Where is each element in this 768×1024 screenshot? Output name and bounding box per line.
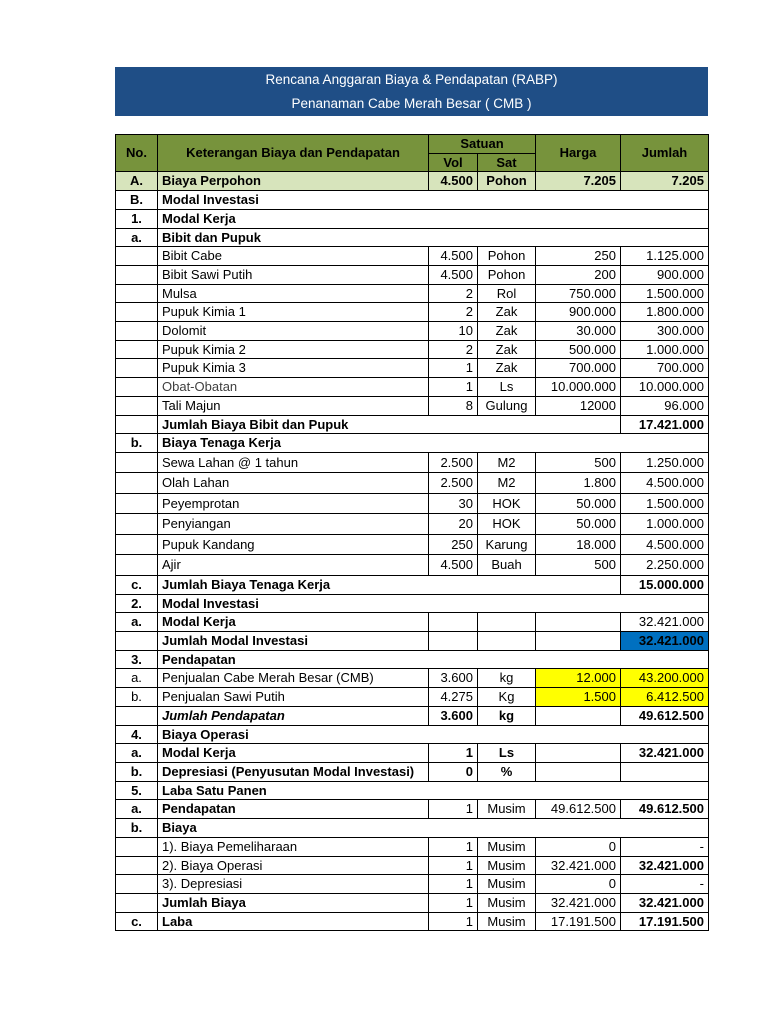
cell-no: b. bbox=[116, 819, 158, 838]
cell-sat: Zak bbox=[478, 303, 536, 322]
table-row bbox=[116, 534, 709, 555]
cell-vol: 1 bbox=[429, 359, 478, 378]
cell-keterangan: Pupuk Kimia 1 bbox=[158, 303, 429, 322]
cell-harga: 50.000 bbox=[536, 514, 621, 535]
header-harga: Harga bbox=[536, 135, 621, 172]
table-row bbox=[116, 613, 709, 632]
cell-no: a. bbox=[116, 228, 158, 247]
cell-jumlah: 32.421.000 bbox=[621, 893, 709, 912]
cell-no: 4. bbox=[116, 725, 158, 744]
cell-keterangan: Tali Majun bbox=[158, 396, 429, 415]
cell-vol: 8 bbox=[429, 396, 478, 415]
header-no: No. bbox=[116, 135, 158, 172]
cell-keterangan: Pendapatan bbox=[158, 650, 709, 669]
report-subtitle: Penanaman Cabe Merah Besar ( CMB ) bbox=[291, 96, 532, 111]
cell-keterangan: Biaya bbox=[158, 819, 709, 838]
cell-harga: 1.800 bbox=[536, 473, 621, 494]
cell-jumlah: 900.000 bbox=[621, 265, 709, 284]
cell-keterangan: Modal Investasi bbox=[158, 191, 709, 210]
header-keterangan: Keterangan Biaya dan Pendapatan bbox=[158, 135, 429, 172]
cell-no: a. bbox=[116, 744, 158, 763]
cell-harga: 0 bbox=[536, 875, 621, 894]
table-row bbox=[116, 284, 709, 303]
cell-harga: 1.500 bbox=[536, 688, 621, 707]
cell-no bbox=[116, 303, 158, 322]
header-sat: Sat bbox=[478, 153, 536, 172]
report-title: Rencana Anggaran Biaya & Pendapatan (RABP) bbox=[265, 72, 558, 87]
cell-no bbox=[116, 452, 158, 473]
cell-jumlah: 32.421.000 bbox=[621, 856, 709, 875]
cell-sat bbox=[478, 613, 536, 632]
cell-vol: 3.600 bbox=[429, 706, 478, 725]
table-row bbox=[116, 209, 709, 228]
cell-no bbox=[116, 534, 158, 555]
table-row bbox=[116, 340, 709, 359]
table-row bbox=[116, 247, 709, 266]
cell-sat: M2 bbox=[478, 452, 536, 473]
table-row bbox=[116, 575, 709, 594]
cell-sat: Zak bbox=[478, 340, 536, 359]
cell-sat: HOK bbox=[478, 493, 536, 514]
table-row bbox=[116, 359, 709, 378]
cell-keterangan: Ajir bbox=[158, 555, 429, 576]
cell-jumlah: 32.421.000 bbox=[621, 632, 709, 651]
cell-no bbox=[116, 284, 158, 303]
cell-vol: 4.275 bbox=[429, 688, 478, 707]
cell-keterangan: Biaya Operasi bbox=[158, 725, 709, 744]
cell-keterangan: Pupuk Kimia 3 bbox=[158, 359, 429, 378]
table-row bbox=[116, 632, 709, 651]
cell-sat: % bbox=[478, 762, 536, 781]
cell-sat: Musim bbox=[478, 800, 536, 819]
cell-sat: Zak bbox=[478, 322, 536, 341]
cell-sat: Rol bbox=[478, 284, 536, 303]
table-row bbox=[116, 378, 709, 397]
cell-vol bbox=[429, 632, 478, 651]
cell-harga: 30.000 bbox=[536, 322, 621, 341]
table-row bbox=[116, 744, 709, 763]
cell-jumlah: 300.000 bbox=[621, 322, 709, 341]
cell-keterangan: Laba bbox=[158, 912, 429, 931]
cell-harga: 18.000 bbox=[536, 534, 621, 555]
cell-harga: 200 bbox=[536, 265, 621, 284]
cell-keterangan: Jumlah Biaya Bibit dan Pupuk bbox=[158, 415, 621, 434]
cell-vol: 4.500 bbox=[429, 265, 478, 284]
table-row bbox=[116, 594, 709, 613]
cell-harga bbox=[536, 632, 621, 651]
cell-keterangan: Modal Kerja bbox=[158, 209, 709, 228]
cell-harga: 12.000 bbox=[536, 669, 621, 688]
cell-sat: Musim bbox=[478, 875, 536, 894]
cell-sat: Gulung bbox=[478, 396, 536, 415]
cell-jumlah: 43.200.000 bbox=[621, 669, 709, 688]
table-row bbox=[116, 856, 709, 875]
table-row bbox=[116, 555, 709, 576]
table-row bbox=[116, 228, 709, 247]
cell-sat: Pohon bbox=[478, 247, 536, 266]
cell-no bbox=[116, 875, 158, 894]
cell-jumlah: 7.205 bbox=[621, 172, 709, 191]
cell-vol: 1 bbox=[429, 875, 478, 894]
cell-jumlah: 6.412.500 bbox=[621, 688, 709, 707]
cell-jumlah: 10.000.000 bbox=[621, 378, 709, 397]
cell-keterangan: 1). Biaya Pemeliharaan bbox=[158, 837, 429, 856]
cell-keterangan: Jumlah Pendapatan bbox=[158, 706, 429, 725]
cell-vol: 2.500 bbox=[429, 452, 478, 473]
cell-keterangan: 2). Biaya Operasi bbox=[158, 856, 429, 875]
table-row bbox=[116, 415, 709, 434]
cell-vol: 2.500 bbox=[429, 473, 478, 494]
table-row bbox=[116, 706, 709, 725]
cell-no bbox=[116, 837, 158, 856]
cell-vol: 2 bbox=[429, 303, 478, 322]
cell-jumlah: 96.000 bbox=[621, 396, 709, 415]
cell-jumlah: 32.421.000 bbox=[621, 613, 709, 632]
cell-keterangan: Modal Investasi bbox=[158, 594, 709, 613]
cell-harga: 32.421.000 bbox=[536, 893, 621, 912]
cell-jumlah: 49.612.500 bbox=[621, 706, 709, 725]
cell-no bbox=[116, 322, 158, 341]
cell-keterangan: Bibit Sawi Putih bbox=[158, 265, 429, 284]
cell-vol bbox=[429, 613, 478, 632]
cell-no bbox=[116, 473, 158, 494]
cell-jumlah: 49.612.500 bbox=[621, 800, 709, 819]
cell-no bbox=[116, 555, 158, 576]
cell-jumlah: - bbox=[621, 837, 709, 856]
cell-no: c. bbox=[116, 912, 158, 931]
cell-no bbox=[116, 378, 158, 397]
cell-keterangan: Modal Kerja bbox=[158, 744, 429, 763]
cell-sat: Pohon bbox=[478, 265, 536, 284]
table-row bbox=[116, 493, 709, 514]
budget-table bbox=[115, 134, 709, 931]
cell-sat: Ls bbox=[478, 744, 536, 763]
cell-vol: 1 bbox=[429, 378, 478, 397]
cell-no: 5. bbox=[116, 781, 158, 800]
cell-no bbox=[116, 493, 158, 514]
cell-harga: 32.421.000 bbox=[536, 856, 621, 875]
cell-jumlah: 700.000 bbox=[621, 359, 709, 378]
cell-harga: 7.205 bbox=[536, 172, 621, 191]
cell-harga: 0 bbox=[536, 837, 621, 856]
cell-no: 2. bbox=[116, 594, 158, 613]
cell-no: 1. bbox=[116, 209, 158, 228]
table-row bbox=[116, 322, 709, 341]
cell-sat: kg bbox=[478, 669, 536, 688]
table-row bbox=[116, 303, 709, 322]
header-jumlah: Jumlah bbox=[621, 135, 709, 172]
table-row bbox=[116, 688, 709, 707]
cell-no bbox=[116, 632, 158, 651]
cell-keterangan: Biaya Tenaga Kerja bbox=[158, 434, 709, 453]
cell-jumlah bbox=[621, 762, 709, 781]
cell-no bbox=[116, 856, 158, 875]
cell-vol: 1 bbox=[429, 744, 478, 763]
cell-keterangan: Sewa Lahan @ 1 tahun bbox=[158, 452, 429, 473]
cell-vol: 4.500 bbox=[429, 555, 478, 576]
table-row bbox=[116, 434, 709, 453]
cell-keterangan: Penjualan Cabe Merah Besar (CMB) bbox=[158, 669, 429, 688]
cell-keterangan: Penjualan Sawi Putih bbox=[158, 688, 429, 707]
cell-vol: 2 bbox=[429, 340, 478, 359]
cell-no: a. bbox=[116, 669, 158, 688]
cell-vol: 4.500 bbox=[429, 172, 478, 191]
cell-sat: Musim bbox=[478, 912, 536, 931]
cell-keterangan: Bibit Cabe bbox=[158, 247, 429, 266]
cell-vol: 10 bbox=[429, 322, 478, 341]
cell-no: b. bbox=[116, 688, 158, 707]
cell-jumlah: 4.500.000 bbox=[621, 534, 709, 555]
table-row bbox=[116, 781, 709, 800]
cell-harga bbox=[536, 762, 621, 781]
cell-harga bbox=[536, 706, 621, 725]
cell-keterangan: Pupuk Kimia 2 bbox=[158, 340, 429, 359]
cell-harga: 49.612.500 bbox=[536, 800, 621, 819]
report-title-block bbox=[115, 67, 708, 116]
cell-no: a. bbox=[116, 800, 158, 819]
cell-no: a. bbox=[116, 613, 158, 632]
cell-no bbox=[116, 247, 158, 266]
cell-sat: Ls bbox=[478, 378, 536, 397]
cell-vol: 1 bbox=[429, 837, 478, 856]
table-row bbox=[116, 514, 709, 535]
cell-jumlah: 1.000.000 bbox=[621, 340, 709, 359]
cell-vol: 0 bbox=[429, 762, 478, 781]
cell-jumlah: 4.500.000 bbox=[621, 473, 709, 494]
cell-jumlah: 1.000.000 bbox=[621, 514, 709, 535]
table-row bbox=[116, 725, 709, 744]
cell-keterangan: Depresiasi (Penyusutan Modal Investasi) bbox=[158, 762, 429, 781]
cell-keterangan: Peyemprotan bbox=[158, 493, 429, 514]
table-row bbox=[116, 452, 709, 473]
table-row bbox=[116, 800, 709, 819]
cell-sat: M2 bbox=[478, 473, 536, 494]
cell-jumlah: 1.250.000 bbox=[621, 452, 709, 473]
table-row bbox=[116, 473, 709, 494]
cell-harga: 10.000.000 bbox=[536, 378, 621, 397]
cell-no bbox=[116, 396, 158, 415]
cell-sat bbox=[478, 632, 536, 651]
table-row bbox=[116, 819, 709, 838]
cell-no bbox=[116, 514, 158, 535]
cell-vol: 1 bbox=[429, 856, 478, 875]
cell-jumlah: 17.421.000 bbox=[621, 415, 709, 434]
cell-vol: 20 bbox=[429, 514, 478, 535]
cell-sat: Zak bbox=[478, 359, 536, 378]
cell-harga: 750.000 bbox=[536, 284, 621, 303]
cell-keterangan: Dolomit bbox=[158, 322, 429, 341]
table-row bbox=[116, 837, 709, 856]
cell-sat: Musim bbox=[478, 837, 536, 856]
cell-harga bbox=[536, 744, 621, 763]
cell-keterangan: Jumlah Modal Investasi bbox=[158, 632, 429, 651]
cell-jumlah: 1.500.000 bbox=[621, 284, 709, 303]
cell-no: 3. bbox=[116, 650, 158, 669]
cell-keterangan: Jumlah Biaya bbox=[158, 893, 429, 912]
cell-harga: 500.000 bbox=[536, 340, 621, 359]
cell-harga: 700.000 bbox=[536, 359, 621, 378]
cell-jumlah: 15.000.000 bbox=[621, 575, 709, 594]
cell-vol: 1 bbox=[429, 800, 478, 819]
cell-vol: 3.600 bbox=[429, 669, 478, 688]
cell-keterangan: Biaya Perpohon bbox=[158, 172, 429, 191]
table-row bbox=[116, 265, 709, 284]
cell-no: b. bbox=[116, 434, 158, 453]
cell-sat: kg bbox=[478, 706, 536, 725]
cell-vol: 1 bbox=[429, 893, 478, 912]
table-row bbox=[116, 650, 709, 669]
cell-keterangan: Modal Kerja bbox=[158, 613, 429, 632]
cell-keterangan: Mulsa bbox=[158, 284, 429, 303]
cell-sat: Pohon bbox=[478, 172, 536, 191]
table-row bbox=[116, 669, 709, 688]
cell-keterangan: Pupuk Kandang bbox=[158, 534, 429, 555]
cell-keterangan: Olah Lahan bbox=[158, 473, 429, 494]
cell-vol: 4.500 bbox=[429, 247, 478, 266]
cell-sat: Karung bbox=[478, 534, 536, 555]
cell-sat: HOK bbox=[478, 514, 536, 535]
header-satuan: Satuan bbox=[429, 135, 536, 154]
cell-sat: Kg bbox=[478, 688, 536, 707]
cell-keterangan: Obat-Obatan bbox=[158, 378, 429, 397]
cell-jumlah: 1.800.000 bbox=[621, 303, 709, 322]
table-row bbox=[116, 172, 709, 191]
cell-keterangan: Pendapatan bbox=[158, 800, 429, 819]
cell-jumlah: 32.421.000 bbox=[621, 744, 709, 763]
cell-harga bbox=[536, 613, 621, 632]
cell-no bbox=[116, 706, 158, 725]
cell-vol: 250 bbox=[429, 534, 478, 555]
table-row bbox=[116, 396, 709, 415]
table-body bbox=[116, 172, 709, 931]
cell-jumlah: 2.250.000 bbox=[621, 555, 709, 576]
cell-no: c. bbox=[116, 575, 158, 594]
cell-keterangan: Laba Satu Panen bbox=[158, 781, 709, 800]
cell-harga: 250 bbox=[536, 247, 621, 266]
cell-no bbox=[116, 359, 158, 378]
cell-harga: 17.191.500 bbox=[536, 912, 621, 931]
cell-no bbox=[116, 415, 158, 434]
cell-harga: 12000 bbox=[536, 396, 621, 415]
cell-harga: 500 bbox=[536, 555, 621, 576]
cell-vol: 30 bbox=[429, 493, 478, 514]
table-row bbox=[116, 191, 709, 210]
cell-no bbox=[116, 265, 158, 284]
cell-sat: Buah bbox=[478, 555, 536, 576]
table-row bbox=[116, 762, 709, 781]
cell-keterangan: Penyiangan bbox=[158, 514, 429, 535]
table-row bbox=[116, 893, 709, 912]
cell-vol: 2 bbox=[429, 284, 478, 303]
cell-jumlah: 17.191.500 bbox=[621, 912, 709, 931]
cell-sat: Musim bbox=[478, 856, 536, 875]
table-row bbox=[116, 875, 709, 894]
cell-jumlah: 1.500.000 bbox=[621, 493, 709, 514]
cell-no bbox=[116, 340, 158, 359]
table-row bbox=[116, 912, 709, 931]
cell-jumlah: - bbox=[621, 875, 709, 894]
table-header bbox=[116, 135, 709, 172]
header-vol: Vol bbox=[429, 153, 478, 172]
cell-harga: 500 bbox=[536, 452, 621, 473]
cell-keterangan: Bibit dan Pupuk bbox=[158, 228, 709, 247]
cell-harga: 50.000 bbox=[536, 493, 621, 514]
cell-vol: 1 bbox=[429, 912, 478, 931]
cell-no: A. bbox=[116, 172, 158, 191]
cell-sat: Musim bbox=[478, 893, 536, 912]
cell-keterangan: 3). Depresiasi bbox=[158, 875, 429, 894]
cell-no: B. bbox=[116, 191, 158, 210]
cell-keterangan: Jumlah Biaya Tenaga Kerja bbox=[158, 575, 621, 594]
cell-no: b. bbox=[116, 762, 158, 781]
cell-harga: 900.000 bbox=[536, 303, 621, 322]
cell-jumlah: 1.125.000 bbox=[621, 247, 709, 266]
cell-no bbox=[116, 893, 158, 912]
